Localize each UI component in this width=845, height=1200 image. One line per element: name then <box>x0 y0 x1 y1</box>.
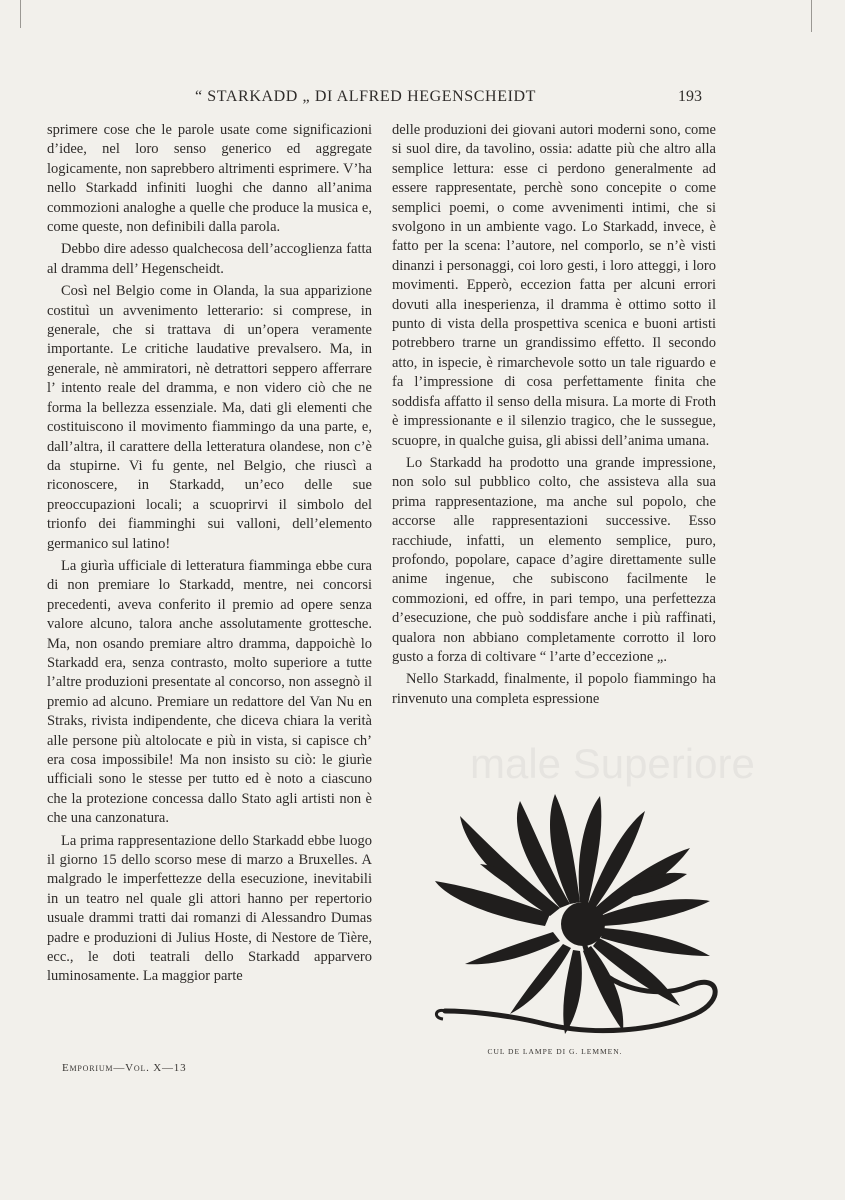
watermark: male Superiore <box>470 740 755 787</box>
paragraph: La giurìa ufficiale di letteratura fiamminga ebbe cura di non premiare lo Starkadd, mentre, nei concorsi precedenti, aveva conferito il premio ad opere senza valore alcuno, talora anche assolutamente grottesche. Ma, non osando premiare altro dramma, dappoichè lo Starkadd era, senza contrasto, molto superiore a tutte l’altre produzioni presentate al concorso, non assegnò il premio ad alcuno. Premiare un redattore del Van Nu en Straks, rivista indipendente, che diceva chiara la verità alle persone più altolocate e più in vista, si capisce ch’ era cosa impossibile! Ma non insisto su ciò: le giurìe ufficiali sono le stesse per tutto ed è noto a ciascuno che la protezione concessa dallo Stato agli artisti non è che una canzonatura. <box>47 557 372 827</box>
highlight-dot <box>538 826 543 831</box>
running-head: “ STARKADD „ DI ALFRED HEGENSCHEIDT <box>195 88 537 105</box>
left-column <box>47 121 372 987</box>
scan-edge-mark <box>20 0 21 28</box>
paragraph: delle produzioni dei giovani autori moderni sono, come si suol dire, da tavolino, ossia: adatte più che altro alla semplice lettura: esse ci perdono generalmente ad essere rappresentate, perchè sono concepite o come semplici poemi, o come avvenimenti intimi, che si svolgono in un ambiente vago. Lo Starkadd, invece, è fatto per la scena: l’autore, nel comporlo, se n’è visti dinanzi i personaggi, coi loro gesti, i loro atteggi, i loro movimenti. Epperò, eccezion fatta per alcuni errori dovuti alla inesperienza, il dramma è ottimo sotto il punto di vista della prospettiva scenica e buoni artisti potrebbero trarne un grandissimo effetto. Il secondo atto, in ispecie, è rimarchevole sotto un tale riguardo e fa l’impressione di cosa perfettamente finita che soddisfa affatto il senso della misura. La morte di Froth è impressionante e il silenzio tragico, che le sussegue, scuopre, in qualche guisa, gli abissi dell’anima umana. <box>392 122 716 449</box>
page-number: 193 <box>678 88 702 105</box>
stem-curl <box>436 1010 445 1019</box>
paragraph: Debbo dire adesso qualchecosa dell’accoglienza fatta al dramma dell’ Hegenscheidt. <box>47 241 372 277</box>
paragraph: La prima rappresentazione dello Starkadd ebbe luogo il giorno 15 dello scorso mese di marzo a Bruxelles. A malgrado le imperfettezze della esecuzione, inevitabili in un teatro nel quale gli attori hanno per repertorio usuale drammi tratti dai romanzi di Alessandro Dumas padre e produzioni di Julius Hoste, di Nestore de Tière, ecc., le doti teatrali dello Starkadd apparvero luminosamente. La maggior parte <box>47 832 372 985</box>
paragraph: sprimere cose che le parole usate come significazioni d’idee, nel loro senso generico ed aggregate logicamente, non saprebbero altrimenti esprimere. V’ha nello Starkadd infiniti luoghi che danno all’anima commozioni analoghe a quelle che produce la musica e, come queste, non definibili dalla parola. <box>47 122 372 236</box>
footer-signature: Emporium—Vol. X—13 <box>62 1062 187 1074</box>
paragraph: Nello Starkadd, finalmente, il popolo fiammingo ha rinvenuto una completa espressione <box>392 671 716 707</box>
flower-ornament-icon <box>425 786 730 1041</box>
illustration-caption: CUL DE LAMPE DI G. LEMMEN. <box>487 1047 623 1056</box>
flower-petals <box>435 794 710 1034</box>
paragraph: Lo Starkadd ha prodotto una grande impressione, non solo sul pubblico colto, che assisteva alla sua prima rappresentazione, ma anche sul popolo, che accorse alle rappresentazioni successive. Esso racchiude, infatti, un elemento semplice, puro, profondo, popolare, capace d’agire direttamente sulle anime ingenue, che subiscono facilmente le commozioni, ed offre, in pari tempo, una perfettezza d’esecuzione, che può soddisfare anche i più raffinati, qualora non abbiano completamente corrotto il loro gusto a forza di coltivare “ l’arte d’eccezione „. <box>392 454 716 665</box>
paragraph: Così nel Belgio come in Olanda, la sua apparizione costituì un avvenimento letterario: si comprese, in generale, che si trattava di un’opera veramente importante. Le critiche laudative prevalsero. Ma, in generale, nè ammiratori, nè detrattori seppero afferrare l’ intento reale del dramma, e non videro ciò che ne forma la bellezza essenziale. Ma, dati gli elementi che costituiscono il movimento fiammingo da una parte, e, dall’altra, il carattere della letteratura olandese, non c’è da stupirne. Vi fu gente, nel Belgio, che riuscì a riconoscere, in Starkadd, un’eco delle sue preoccupazioni locali; a scuoprirvi il simbolo del trionfo dei fiamminghi sui valloni, dell’elemento germanico sul latino! <box>47 283 372 552</box>
scan-edge-mark <box>811 0 812 32</box>
right-column <box>392 121 716 709</box>
